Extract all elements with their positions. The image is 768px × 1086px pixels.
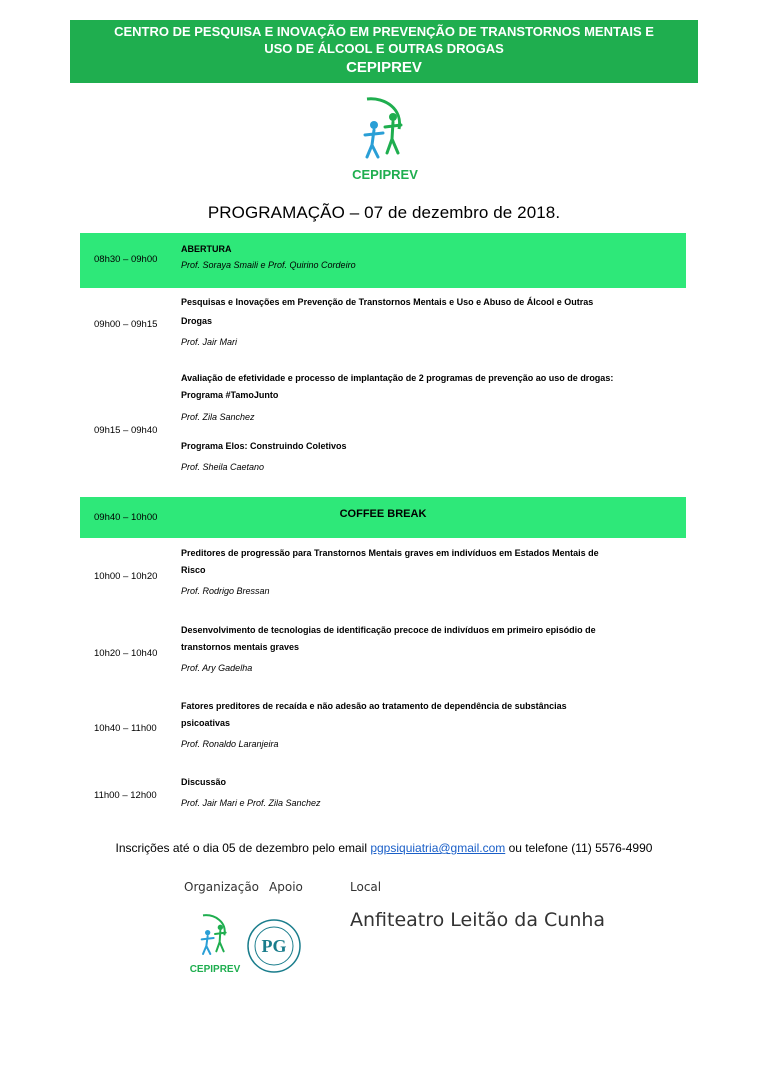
email-link[interactable]: pgpsiquiatria@gmail.com (370, 841, 506, 855)
schedule-row (80, 543, 686, 611)
org-label: Organização (184, 880, 260, 894)
cepiprev-figures-icon (195, 910, 235, 962)
row-speaker: Prof. Soraya Smaili e Prof. Quirino Cordeiro (181, 260, 356, 270)
schedule-row (80, 364, 686, 497)
row-speaker: Prof. Sheila Caetano (181, 462, 265, 472)
row-time: 08h30 – 09h00 (94, 254, 158, 265)
row-title: Programa Elos: Construindo Coletivos (181, 441, 347, 451)
coffee-break-label: COFFEE BREAK (339, 508, 427, 520)
schedule-row-abertura (80, 233, 686, 288)
row-title: ABERTURA (181, 244, 232, 254)
row-title-line-2: Drogas (181, 316, 213, 326)
row-title: Discussão (181, 777, 227, 787)
header-line-3: CEPIPREV (346, 59, 422, 76)
pg-seal-text: PG (261, 936, 287, 956)
row-speaker: Prof. Zila Sanchez (181, 412, 255, 422)
row-speaker: Prof. Jair Mari e Prof. Zila Sanchez (181, 798, 321, 808)
row-time: 09h00 – 09h15 (94, 319, 158, 330)
org-labels (184, 880, 313, 894)
row-time: 10h20 – 10h40 (94, 648, 158, 659)
pg-seal-logo (246, 918, 302, 974)
schedule-row (80, 288, 686, 356)
row-time: 10h00 – 10h20 (94, 571, 158, 582)
schedule-row (80, 771, 686, 821)
row-title-line-1: Pesquisas e Inovações em Prevenção de Transtornos Mentais e Uso e Abuso de Álcool e Outras (181, 297, 594, 307)
row-speaker: Prof. Ary Gadelha (181, 663, 253, 673)
cepiprev-logo-small (185, 910, 245, 985)
row-speaker: Prof. Rodrigo Bressan (181, 586, 270, 596)
row-speaker: Prof. Ronaldo Laranjeira (181, 739, 279, 749)
row-title-line-2: Programa #TamoJunto (181, 390, 279, 400)
row-speaker: Prof. Jair Mari (181, 337, 238, 347)
pg-seal-icon (246, 918, 302, 974)
row-title-line-1: Avaliação de efetividade e processo de implantação de 2 programas de prevenção ao uso de drogas: (181, 373, 614, 383)
logo-text-small: CEPIPREV (189, 964, 241, 975)
header-line-1: CENTRO DE PESQUISA E INOVAÇÃO EM PREVENÇÃO DE TRANSTORNOS MENTAIS E (114, 24, 654, 39)
schedule-row-coffee-break (80, 497, 686, 538)
row-title-line-2: transtornos mentais graves (181, 642, 300, 652)
registration-info (0, 841, 768, 855)
header-line-2: USO DE ÁLCOOL E OUTRAS DROGAS (264, 41, 504, 56)
local-label: Local (350, 880, 382, 894)
program-title: PROGRAMAÇÃO – 07 de dezembro de 2018. (207, 203, 561, 222)
header-banner (70, 20, 698, 83)
row-title-line-1: Fatores preditores de recaída e não adesão ao tratamento de dependência de substâncias (181, 701, 567, 711)
support-label: Apoio (269, 880, 303, 894)
cepiprev-logo (340, 95, 430, 190)
registration-text: Inscrições até o dia 05 de dezembro pelo email (115, 841, 371, 855)
row-title-line-2: psicoativas (181, 718, 231, 728)
row-time: 09h40 – 10h00 (94, 512, 158, 523)
row-time: 09h15 – 09h40 (94, 425, 158, 436)
row-time: 10h40 – 11h00 (94, 723, 157, 734)
logo-text: CEPIPREV (352, 167, 418, 182)
venue-name: Anfiteatro Leitão da Cunha (350, 909, 606, 931)
row-title-line-1: Preditores de progressão para Transtornos Mentais graves em indivíduos em Estados Mentais de (181, 548, 599, 558)
row-title-line-2: Risco (181, 565, 206, 575)
schedule-row (80, 619, 686, 687)
phone-text: ou telefone (11) 5576-4990 (505, 841, 653, 855)
row-time: 11h00 – 12h00 (94, 790, 157, 801)
cepiprev-figures-icon (355, 95, 415, 165)
schedule-row (80, 695, 686, 763)
row-title-line-1: Desenvolvimento de tecnologias de identificação precoce de indivíduos em primeiro episódio de (181, 625, 596, 635)
